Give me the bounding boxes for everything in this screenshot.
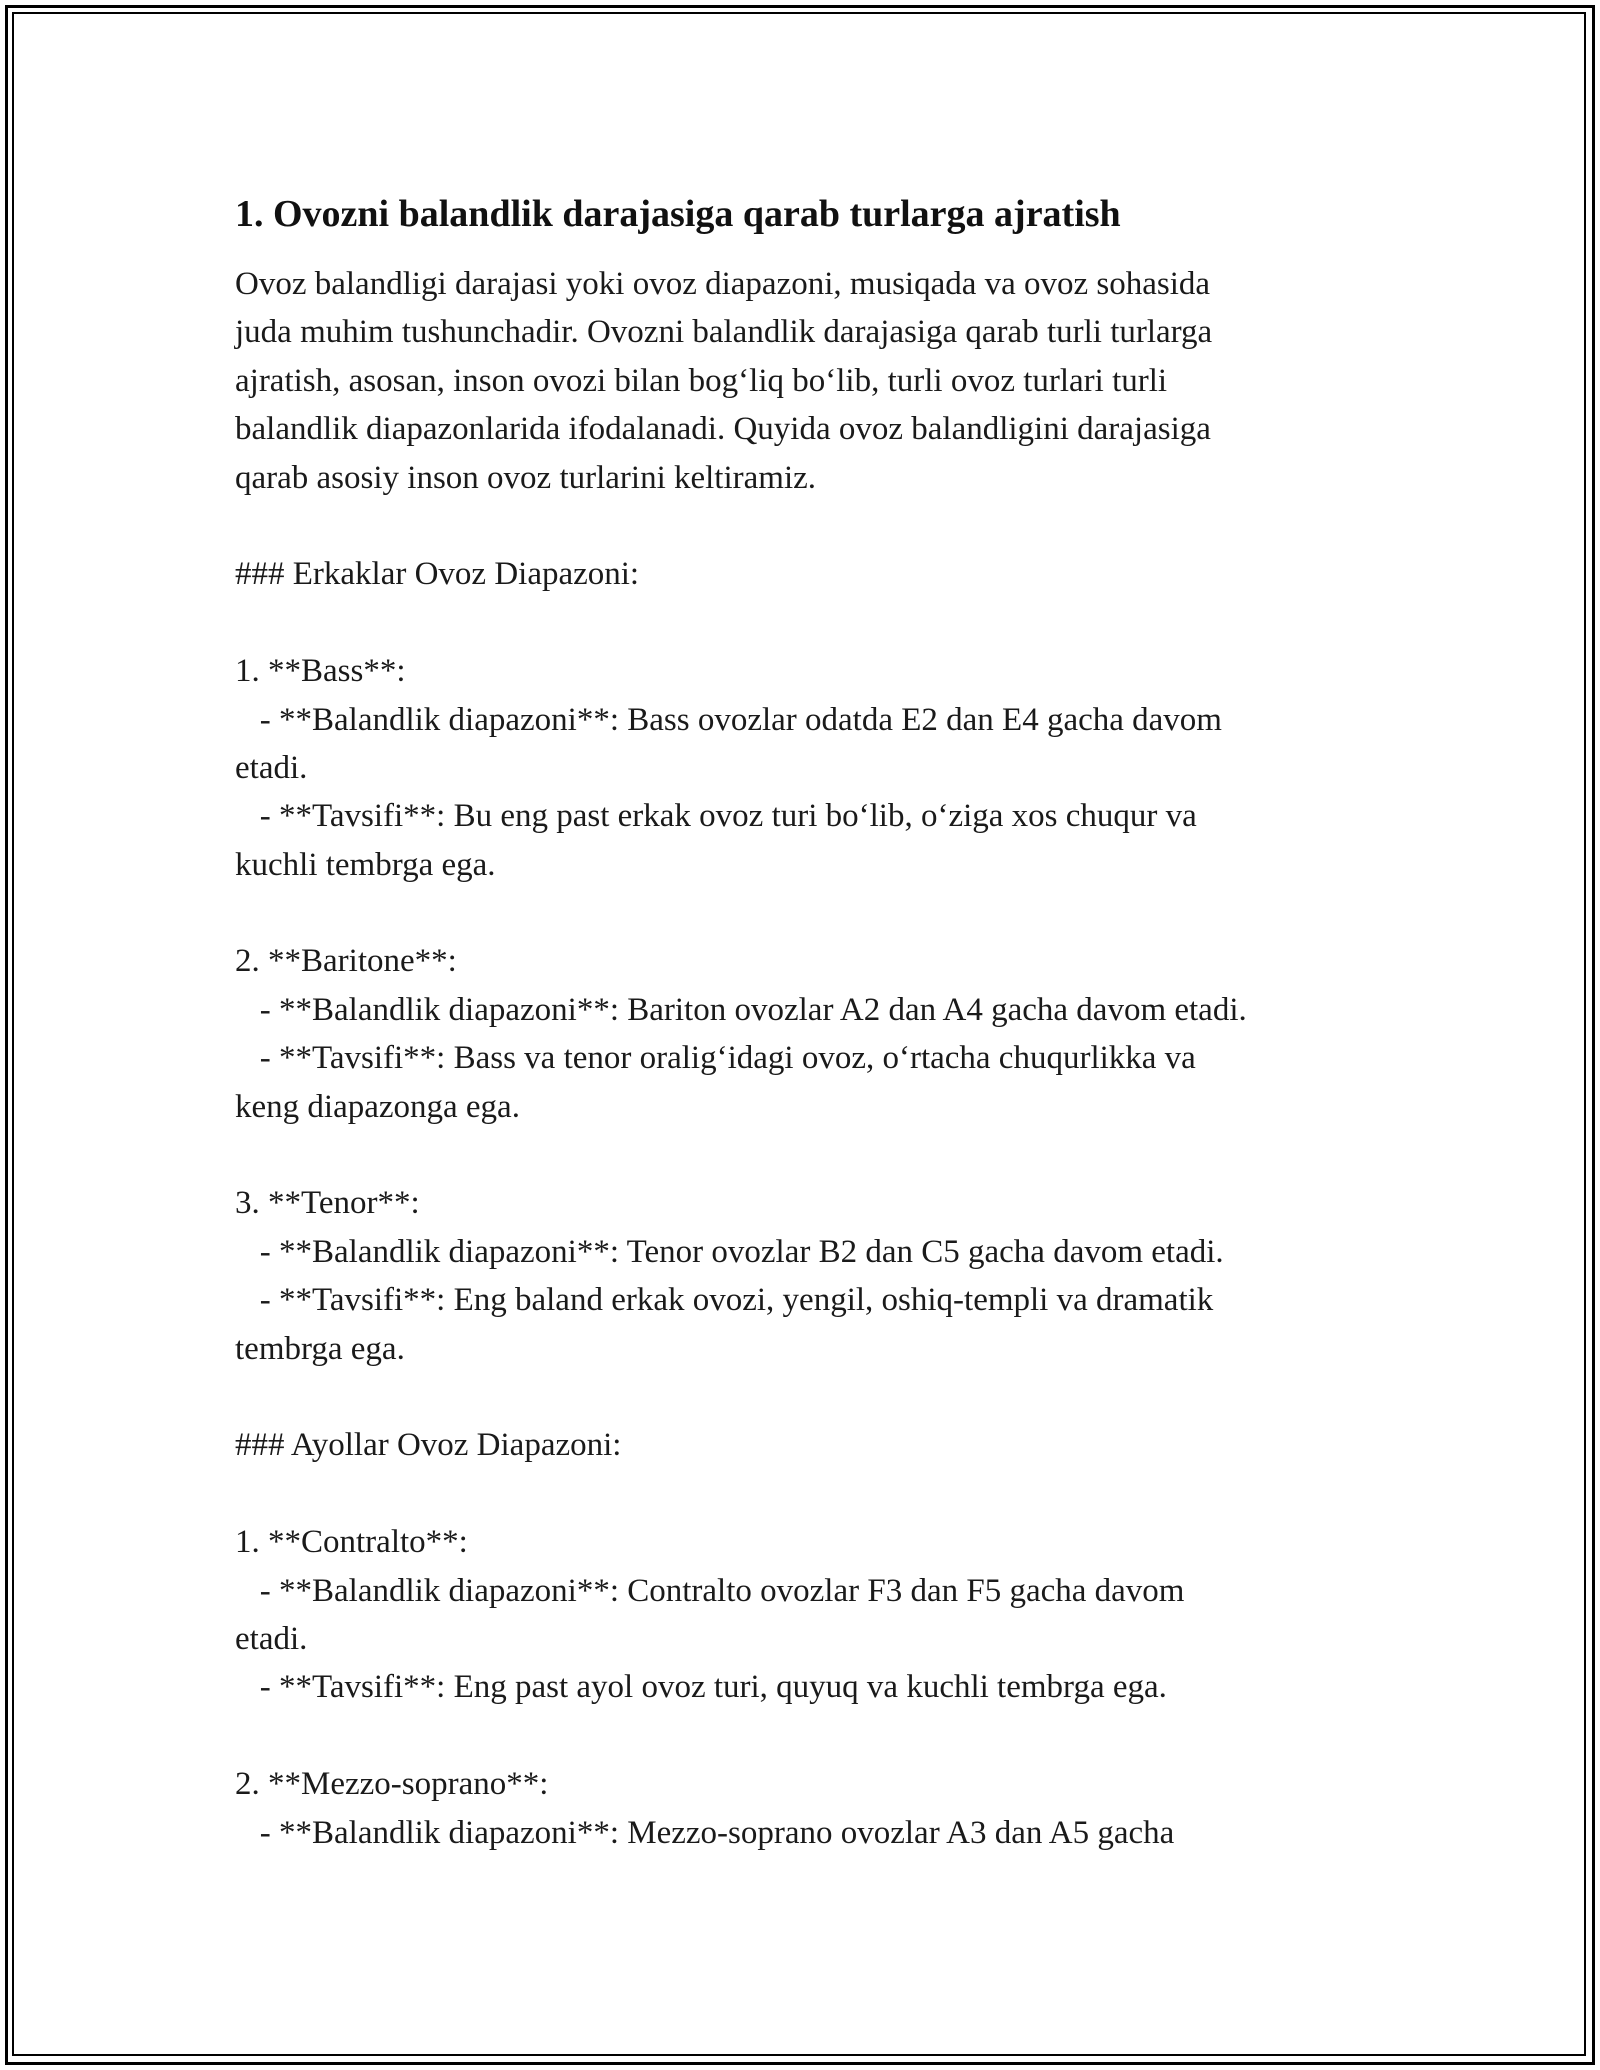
item-range-line: etadi. (235, 749, 308, 786)
document-page (235, 184, 1385, 1857)
list-item-contralto (235, 1518, 1385, 1712)
item-desc-line: - **Tavsifi**: Eng baland erkak ovozi, yengil, oshiq-templi va dramatik (235, 1282, 1214, 1319)
intro-line: juda muhim tushunchadir. Ovozni balandlik darajasiga qarab turli turlarga (235, 314, 1213, 351)
item-title: 1. **Bass**: (235, 653, 406, 690)
male-section-heading: ### Erkaklar Ovoz Diapazoni: (235, 556, 640, 593)
item-desc-line: tembrga ega. (235, 1330, 405, 1367)
list-item-bass (235, 647, 1385, 889)
item-desc-line: kuchli tembrga ega. (235, 846, 496, 883)
intro-line: qarab asosiy inson ovoz turlarini keltiramiz. (235, 459, 817, 496)
intro-line: ajratish, asosan, inson ovozi bilan bog‘liq bo‘lib, turli ovoz turlari turli (235, 362, 1168, 399)
document-body (235, 260, 1385, 1857)
female-section-heading: ### Ayollar Ovoz Diapazoni: (235, 1427, 622, 1464)
spacer (235, 502, 1385, 550)
list-item-tenor (235, 1179, 1385, 1373)
spacer (235, 1470, 1385, 1518)
spacer (235, 1373, 1385, 1421)
item-range-line: - **Balandlik diapazoni**: Mezzo-soprano ovozlar A3 dan A5 gacha (235, 1814, 1175, 1851)
spacer (235, 1712, 1385, 1760)
item-title: 2. **Mezzo-soprano**: (235, 1766, 549, 1803)
list-item-baritone (235, 937, 1385, 1131)
item-desc-line: - **Tavsifi**: Eng past ayol ovoz turi, quyuq va kuchli tembrga ega. (235, 1669, 1167, 1706)
spacer (235, 1131, 1385, 1179)
item-range-line: - **Balandlik diapazoni**: Contralto ovozlar F3 dan F5 gacha davom (235, 1572, 1185, 1609)
list-item-mezzo-soprano (235, 1760, 1385, 1857)
item-desc-line: keng diapazonga ega. (235, 1088, 520, 1125)
spacer (235, 599, 1385, 647)
item-desc-line: - **Tavsifi**: Bass va tenor oralig‘idagi ovoz, o‘rtacha chuqurlikka va (235, 1040, 1196, 1077)
item-range-line: etadi. (235, 1620, 308, 1657)
intro-line: balandlik diapazonlarida ifodalanadi. Quyida ovoz balandligini darajasiga (235, 411, 1211, 448)
item-desc-line: - **Tavsifi**: Bu eng past erkak ovoz turi bo‘lib, o‘ziga xos chuqur va (235, 798, 1197, 835)
intro-paragraph (235, 260, 1385, 502)
item-range-line: - **Balandlik diapazoni**: Tenor ovozlar B2 dan C5 gacha davom etadi. (235, 1233, 1224, 1270)
item-range-line: - **Balandlik diapazoni**: Bass ovozlar odatda E2 dan E4 gacha davom (235, 701, 1222, 738)
intro-line: Ovoz balandligi darajasi yoki ovoz diapazoni, musiqada va ovoz sohasida (235, 266, 1211, 302)
item-range-line: - **Balandlik diapazoni**: Bariton ovozlar A2 dan A4 gacha davom etadi. (235, 991, 1247, 1028)
document-title: 1. Ovozni balandlik darajasiga qarab turlarga ajratish (235, 193, 1121, 235)
item-title: 3. **Tenor**: (235, 1185, 420, 1222)
spacer (235, 889, 1385, 937)
item-title: 1. **Contralto**: (235, 1524, 468, 1561)
item-title: 2. **Baritone**: (235, 943, 457, 980)
